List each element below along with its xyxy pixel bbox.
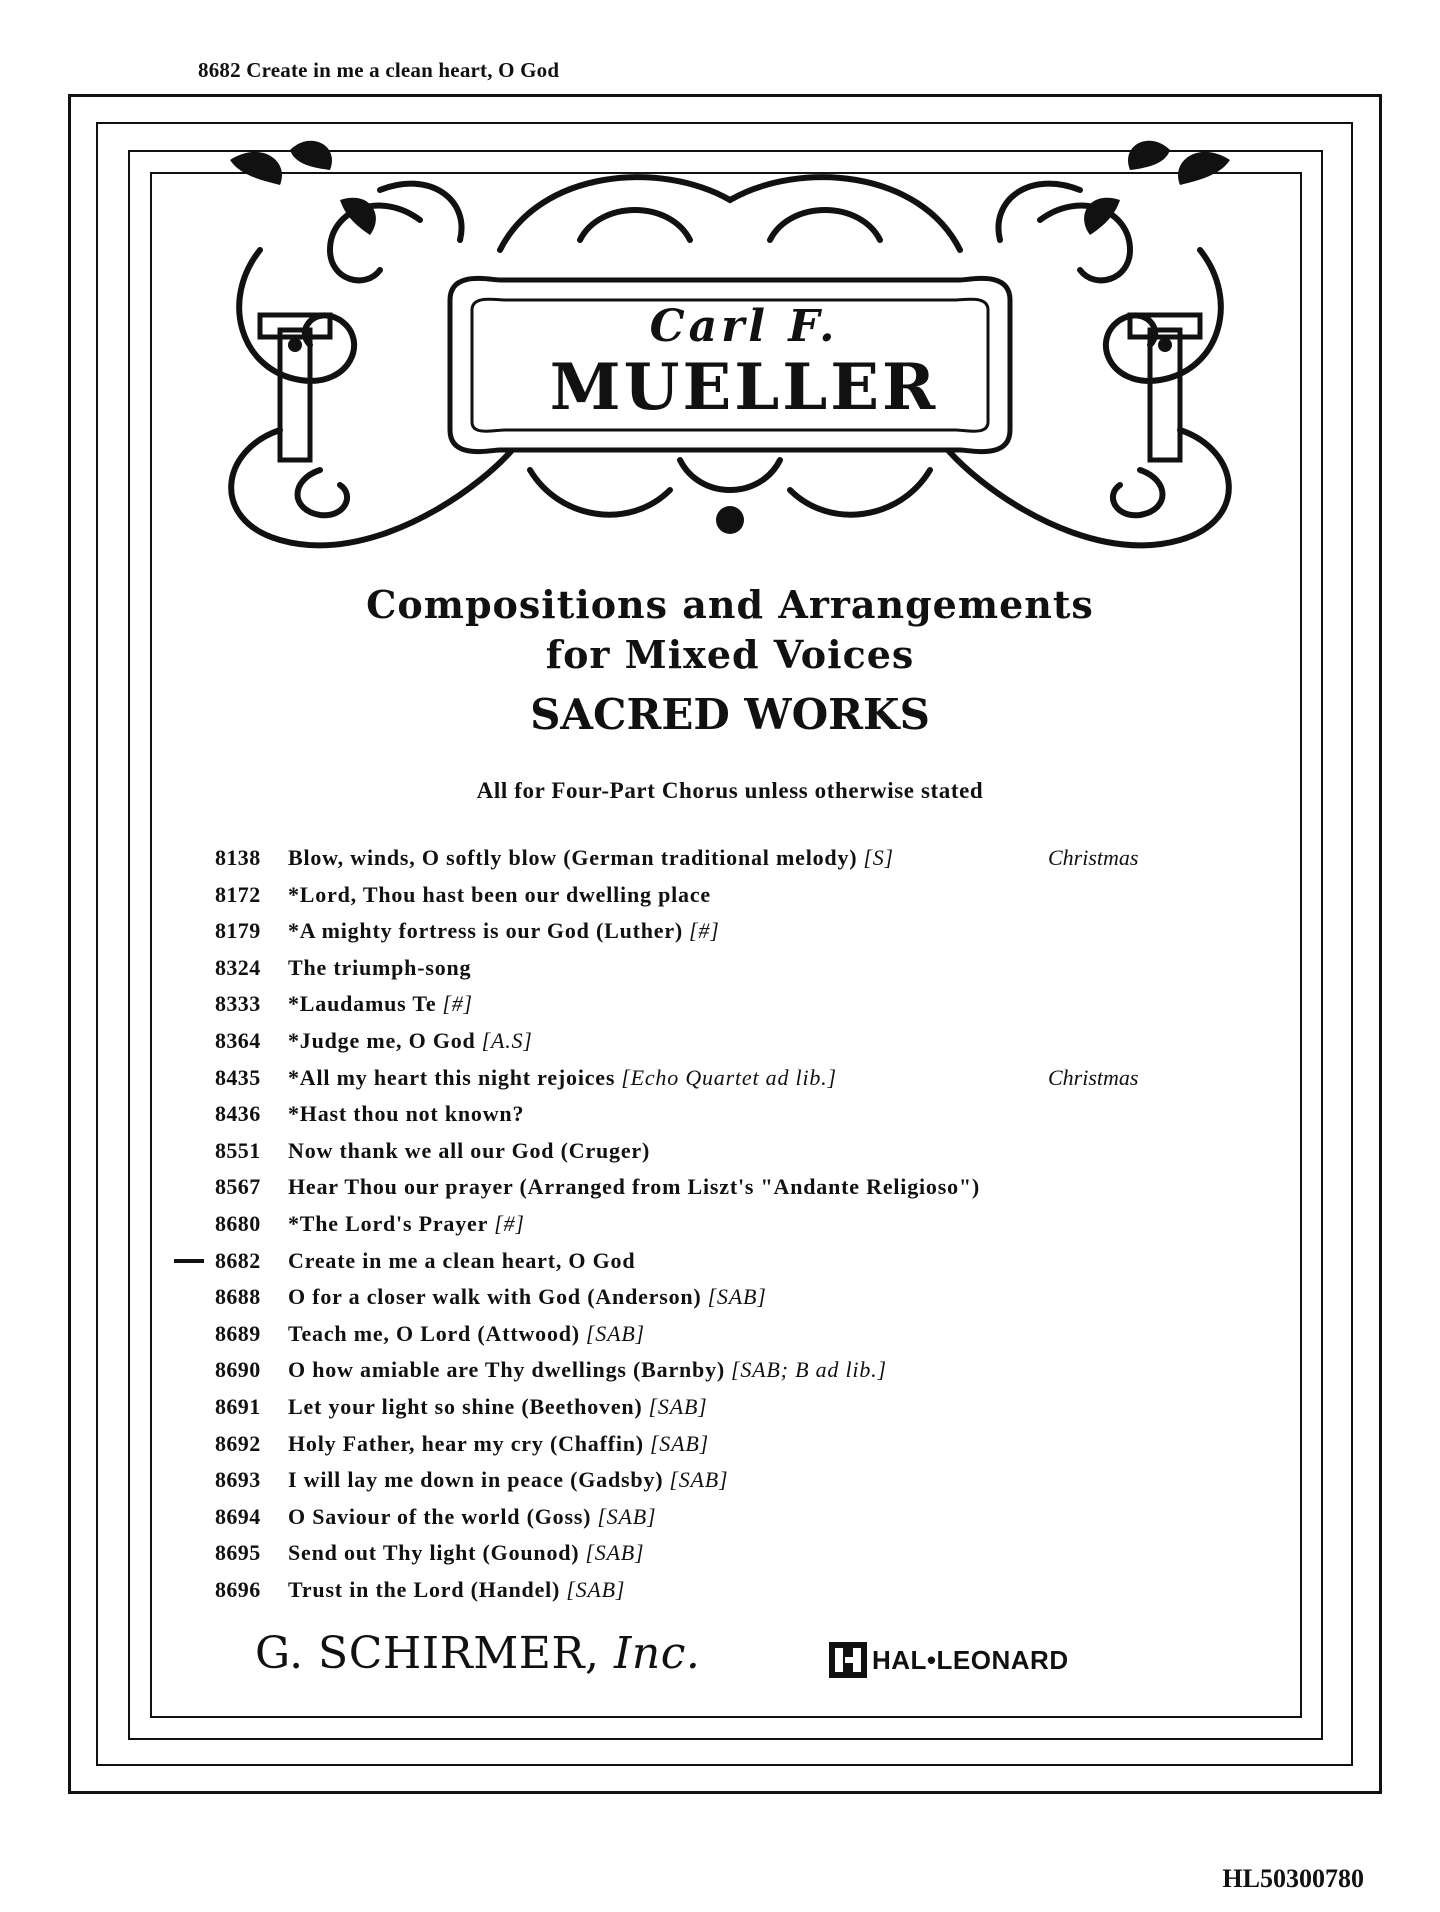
work-row bbox=[170, 1389, 1190, 1426]
work-title bbox=[288, 1206, 525, 1242]
work-voicing: [#] bbox=[689, 918, 720, 944]
work-row bbox=[170, 1133, 1190, 1170]
work-title-text: Create in me a clean heart, O God bbox=[288, 1247, 636, 1273]
work-number: 8138 bbox=[215, 845, 261, 870]
work-number: 8364 bbox=[215, 1027, 261, 1053]
work-title bbox=[288, 1060, 837, 1096]
work-title-text: *Laudamus Te bbox=[288, 991, 437, 1017]
work-title-text: Now thank we all our God (Cruger) bbox=[288, 1137, 651, 1163]
work-number: 8324 bbox=[215, 954, 261, 980]
work-title bbox=[288, 1169, 980, 1205]
work-occasion: Christmas bbox=[1048, 845, 1139, 870]
work-title-text: *A mighty fortress is our God (Luther) bbox=[288, 918, 684, 944]
work-title-text: O Saviour of the world (Goss) bbox=[288, 1503, 592, 1529]
work-title bbox=[288, 1316, 645, 1352]
publisher-main: G. SCHIRMER, bbox=[255, 1628, 600, 1679]
work-number: 8333 bbox=[215, 991, 261, 1017]
work-row bbox=[170, 840, 1190, 877]
work-row bbox=[170, 986, 1190, 1023]
work-voicing: [SAB] bbox=[597, 1503, 657, 1529]
work-title-text: *The Lord's Prayer bbox=[288, 1210, 489, 1236]
work-title-text: Trust in the Lord (Handel) bbox=[288, 1576, 561, 1602]
work-number: 8436 bbox=[215, 1101, 261, 1127]
work-number: 8567 bbox=[215, 1174, 261, 1200]
distributor-logo bbox=[828, 1640, 1069, 1680]
work-number: 8680 bbox=[215, 1210, 261, 1236]
works-list bbox=[170, 840, 1190, 1608]
work-number: 8690 bbox=[215, 1357, 261, 1383]
work-row bbox=[170, 1096, 1190, 1133]
work-voicing: [SAB; B ad lib.] bbox=[731, 1357, 887, 1383]
work-title bbox=[288, 986, 473, 1022]
work-row bbox=[170, 1023, 1190, 1060]
work-row bbox=[170, 1499, 1190, 1536]
work-voicing: [SAB] bbox=[669, 1467, 729, 1493]
composer-first-name: Carl F. bbox=[649, 301, 839, 352]
work-title-text: Teach me, O Lord (Attwood) bbox=[288, 1320, 580, 1346]
work-title-text: Let your light so shine (Beethoven) bbox=[288, 1393, 643, 1419]
work-title bbox=[288, 1243, 635, 1279]
work-number: 8693 bbox=[215, 1467, 261, 1493]
work-voicing: [SAB] bbox=[566, 1576, 626, 1602]
work-title bbox=[288, 1535, 644, 1571]
work-voicing: [#] bbox=[494, 1210, 525, 1236]
publisher-name bbox=[255, 1628, 700, 1679]
work-row bbox=[170, 1535, 1190, 1572]
work-number: 8696 bbox=[215, 1576, 261, 1602]
work-number: 8551 bbox=[215, 1137, 261, 1163]
work-title bbox=[288, 1572, 625, 1608]
work-title-text: Holy Father, hear my cry (Chaffin) bbox=[288, 1430, 644, 1456]
work-number: 8695 bbox=[215, 1540, 261, 1566]
work-title bbox=[288, 913, 720, 949]
work-title bbox=[288, 1023, 533, 1059]
work-number: 8172 bbox=[215, 881, 261, 907]
work-number: 8435 bbox=[215, 1064, 261, 1090]
distributor-name: HAL•LEONARD bbox=[872, 1644, 1069, 1675]
work-title-text: The triumph-song bbox=[288, 954, 472, 980]
work-occasion: Christmas bbox=[1048, 1064, 1139, 1090]
composer-last-name: MUELLER bbox=[549, 350, 939, 425]
work-title-text: Send out Thy light (Gounod) bbox=[288, 1540, 580, 1566]
work-title-text: O for a closer walk with God (Anderson) bbox=[288, 1284, 702, 1310]
subtitle-line-1: Compositions and Arrangements bbox=[366, 582, 1094, 627]
work-title bbox=[288, 1499, 656, 1535]
work-title bbox=[288, 1279, 767, 1315]
work-title-text: *Lord, Thou hast been our dwelling place bbox=[288, 881, 711, 907]
work-number: 8689 bbox=[215, 1320, 261, 1346]
work-row bbox=[170, 877, 1190, 914]
work-number: 8682 bbox=[215, 1247, 261, 1273]
work-voicing: [SAB] bbox=[585, 1540, 645, 1566]
work-row bbox=[170, 1206, 1190, 1243]
work-title-text: Hear Thou our prayer (Arranged from Liszt's "Andante Religioso") bbox=[288, 1174, 981, 1200]
work-title-text: *Judge me, O God bbox=[288, 1027, 476, 1053]
work-title-text: *All my heart this night rejoices bbox=[288, 1064, 616, 1090]
work-title-text: O how amiable are Thy dwellings (Barnby) bbox=[288, 1357, 726, 1383]
work-title-text: Blow, winds, O softly blow (German traditional melody) bbox=[288, 845, 858, 870]
work-row bbox=[170, 1169, 1190, 1206]
chorus-note: All for Four-Part Chorus unless otherwise stated bbox=[476, 778, 984, 803]
work-title bbox=[288, 1352, 887, 1388]
work-row bbox=[170, 1462, 1190, 1499]
work-row bbox=[170, 1426, 1190, 1463]
work-voicing: [SAB] bbox=[585, 1320, 645, 1346]
work-voicing: [Echo Quartet ad lib.] bbox=[621, 1064, 837, 1090]
publisher-suffix: Inc. bbox=[614, 1628, 701, 1679]
work-title bbox=[288, 1133, 650, 1169]
current-item-arrow-icon bbox=[174, 1259, 204, 1263]
work-number: 8691 bbox=[215, 1393, 261, 1419]
header-line: 8682 Create in me a clean heart, O God bbox=[198, 58, 560, 82]
work-voicing: [SAB] bbox=[649, 1430, 709, 1456]
work-row bbox=[170, 1060, 1190, 1097]
work-row bbox=[170, 1279, 1190, 1316]
work-number: 8694 bbox=[215, 1503, 261, 1529]
work-voicing: [SAB] bbox=[707, 1284, 767, 1310]
composer-cartouche bbox=[488, 292, 1000, 450]
work-number: 8688 bbox=[215, 1284, 261, 1310]
work-row bbox=[170, 1572, 1190, 1609]
work-title bbox=[288, 1462, 728, 1498]
section-title: SACRED WORKS bbox=[530, 690, 930, 739]
work-title bbox=[288, 950, 471, 986]
work-title bbox=[288, 840, 894, 876]
work-voicing: [SAB] bbox=[648, 1393, 708, 1419]
work-voicing: [#] bbox=[442, 991, 473, 1017]
work-title bbox=[288, 1426, 709, 1462]
work-title-text: *Hast thou not known? bbox=[288, 1101, 525, 1127]
work-number: 8179 bbox=[215, 918, 261, 944]
work-title bbox=[288, 1389, 708, 1425]
work-row bbox=[170, 1243, 1190, 1280]
work-row bbox=[170, 950, 1190, 987]
hal-leonard-logo-icon bbox=[828, 1641, 868, 1679]
work-title bbox=[288, 877, 711, 913]
work-title bbox=[288, 1096, 524, 1132]
work-number: 8692 bbox=[215, 1430, 261, 1456]
work-title-text: I will lay me down in peace (Gadsby) bbox=[288, 1467, 664, 1493]
work-voicing: [S] bbox=[863, 845, 894, 870]
work-row bbox=[170, 913, 1190, 950]
catalog-number: HL50300780 bbox=[1222, 1864, 1364, 1893]
work-row bbox=[170, 1316, 1190, 1353]
work-row bbox=[170, 1352, 1190, 1389]
work-voicing: [A.S] bbox=[481, 1027, 533, 1053]
subtitle-line-2: for Mixed Voices bbox=[545, 632, 915, 677]
